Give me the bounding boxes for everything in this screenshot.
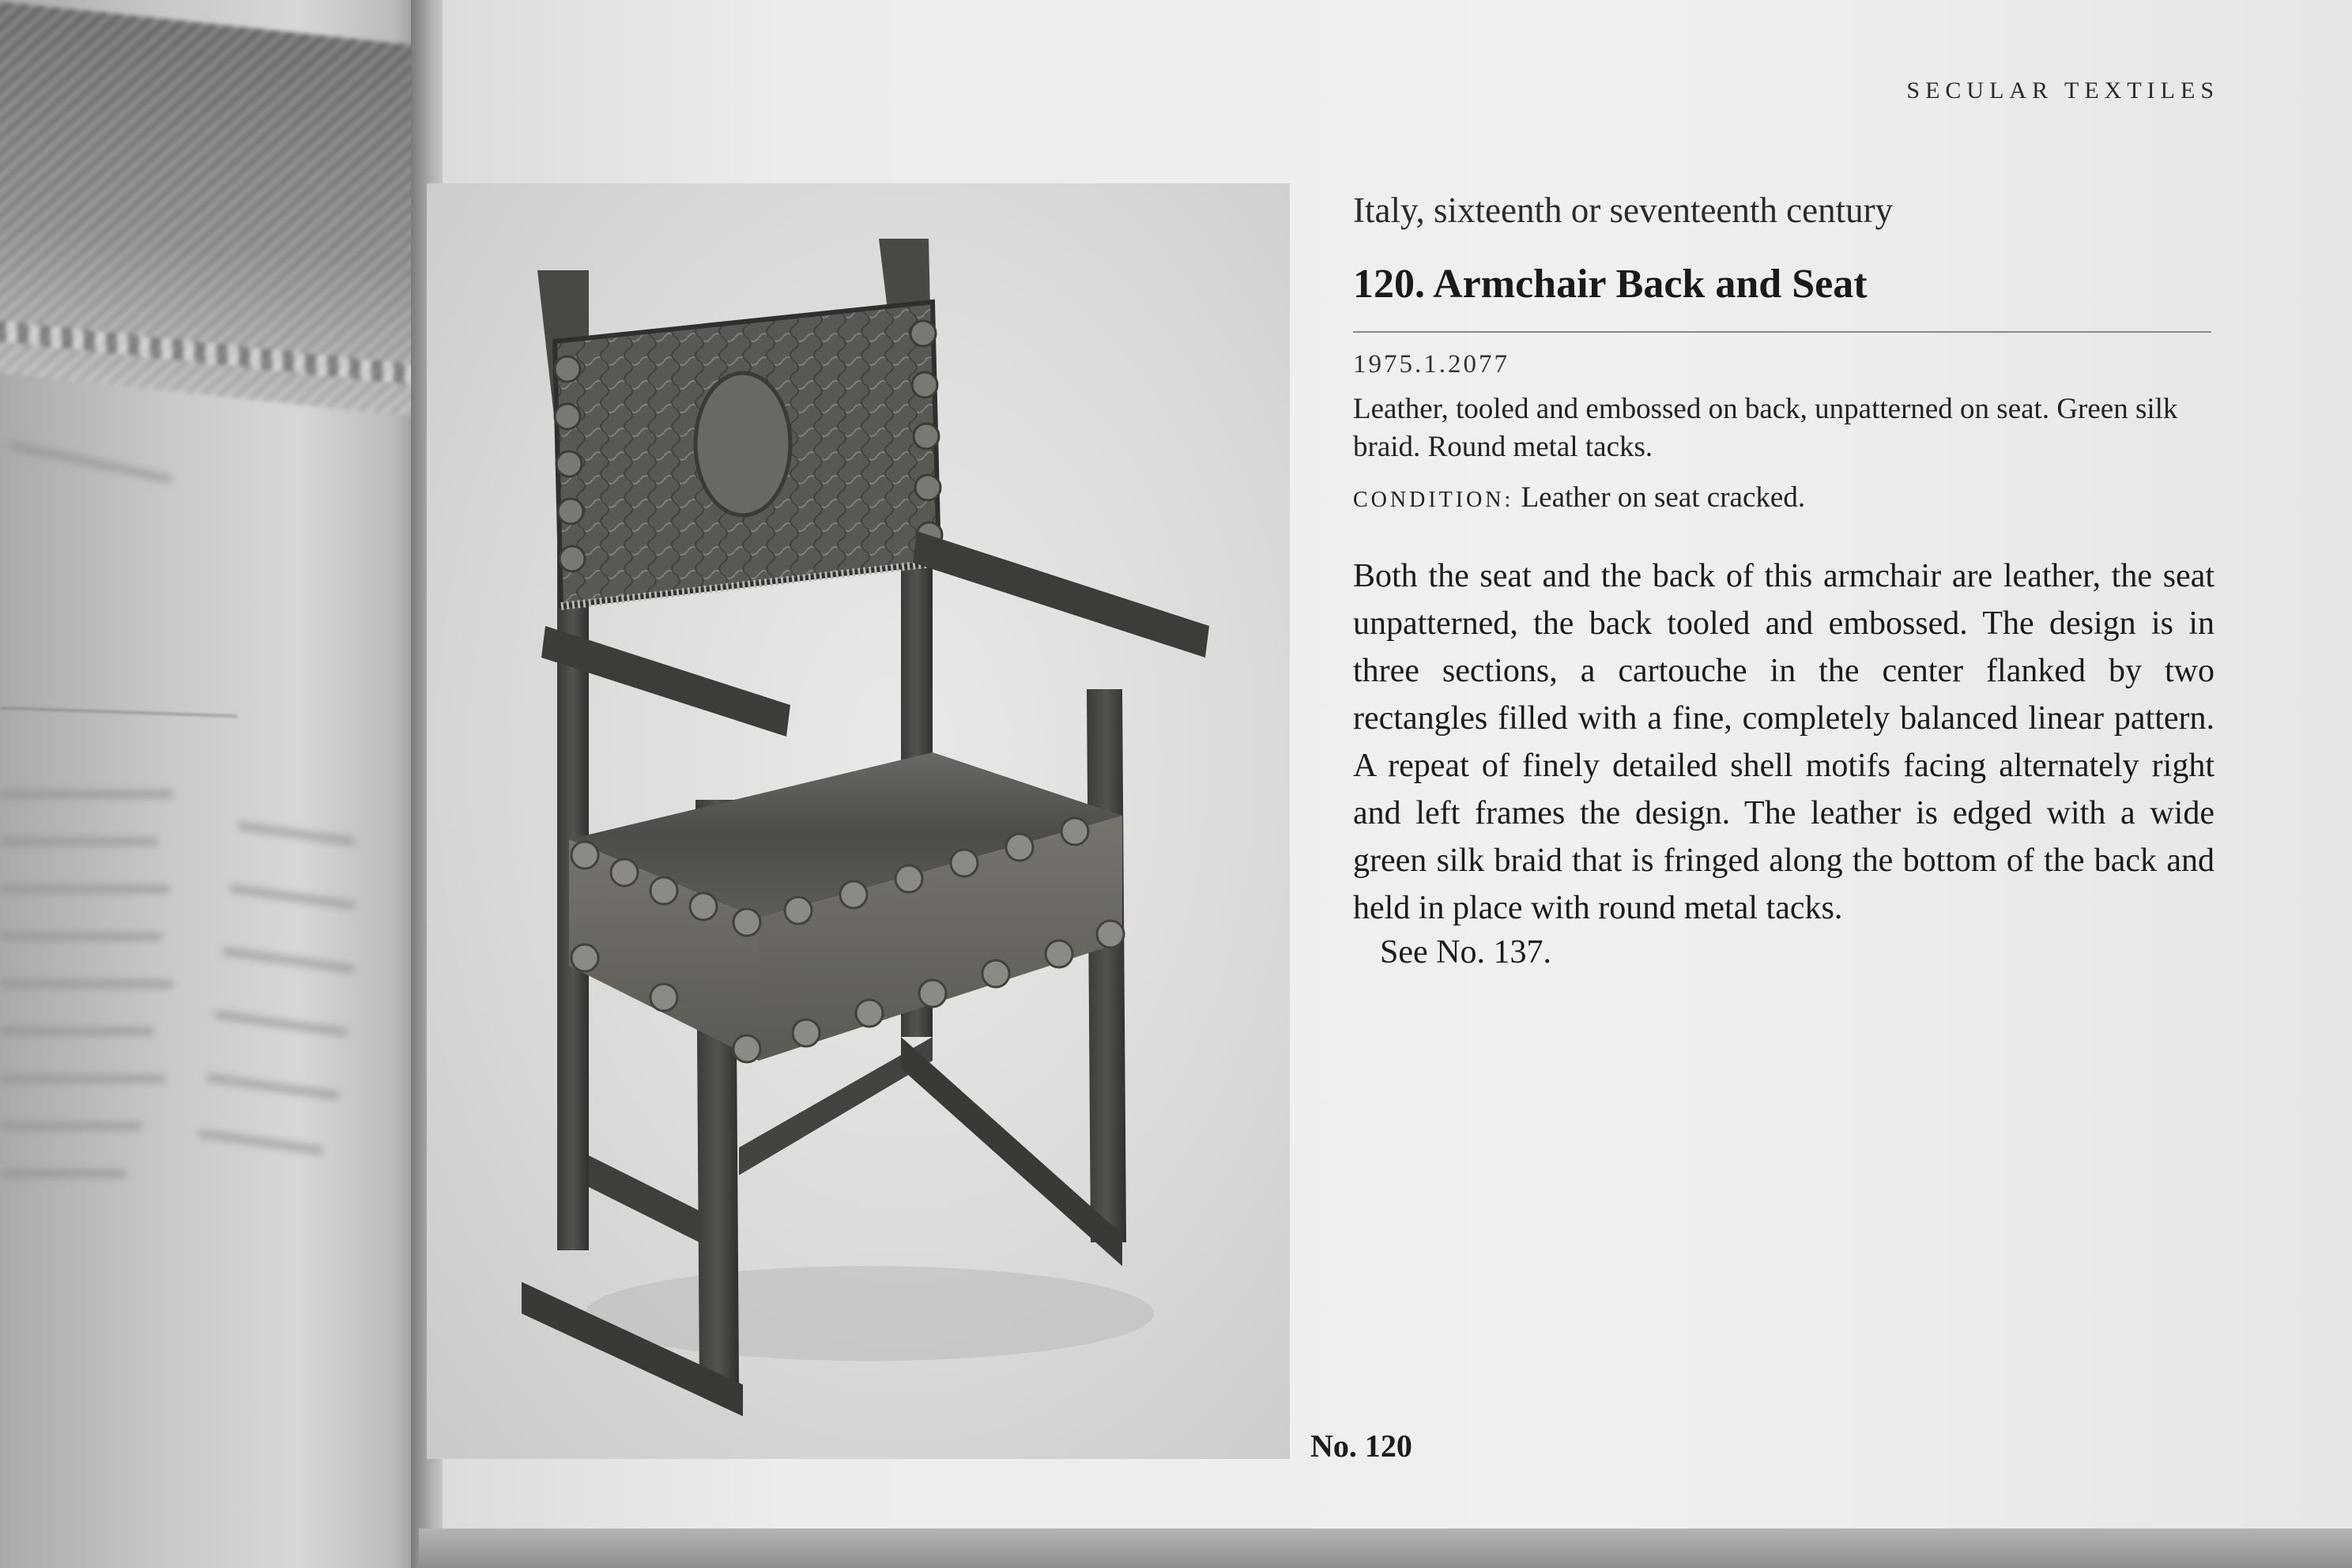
blurred-text-line [0,1027,154,1035]
condition-label: CONDITION: [1353,488,1514,512]
left-page-rule [0,707,237,717]
blurred-text-line [0,980,174,988]
textile-pattern-band [0,0,427,418]
blurred-caption-line [221,947,356,974]
figure-caption: No. 120 [1310,1428,1412,1464]
running-head: SECULAR TEXTILES [1906,77,2219,104]
provenance-line: Italy, sixteenth or seventeenth century [1353,190,1894,230]
blurred-caption-line [213,1010,348,1037]
cross-reference: See No. 137. [1380,934,1551,971]
blurred-text-line [0,1075,166,1083]
entry-title: 120. Armchair Back and Seat [1353,262,1868,307]
title-rule [1353,331,2211,333]
blurred-text-line [0,838,158,846]
blurred-text-line [0,790,174,798]
catalogue-entry [1353,183,2214,971]
blurred-caption-line [198,1129,324,1155]
description-paragraph: Both the seat and the back of this armchair are leather, the seat unpatterned, the back tooled and embossed. The design is in three sections, a cartouche in the center flanked by two rectangles filled with a fine, completely balanced linear pattern. A repeat of finely detailed shell motifs facing alternately right and left frames the design. The leather is edged with a wide green silk braid that is fringed along the bottom of the back and held in place with round metal tacks. [1353,558,2214,926]
accession-number: 1975.1.2077 [1353,350,1510,379]
blurred-caption-line [229,884,356,910]
armchair-illustration [427,183,1290,1459]
blurred-text-line [0,1122,142,1130]
left-page [0,0,427,1568]
materials-description: Leather, tooled and embossed on back, unpatterned on seat. Green silk braid. Round metal tacks. [1353,393,2178,463]
blurred-text-line [0,1170,126,1178]
armchair-photograph [427,183,1290,1459]
blurred-text-line [0,885,170,893]
condition-line [1353,481,2214,514]
blurred-text-line [0,933,162,940]
blurred-heading [9,441,172,483]
blurred-caption-line [237,822,356,846]
blurred-caption-line [205,1073,340,1100]
condition-text: Leather on seat cracked. [1521,481,1806,514]
next-photo-edge [419,1528,2352,1568]
